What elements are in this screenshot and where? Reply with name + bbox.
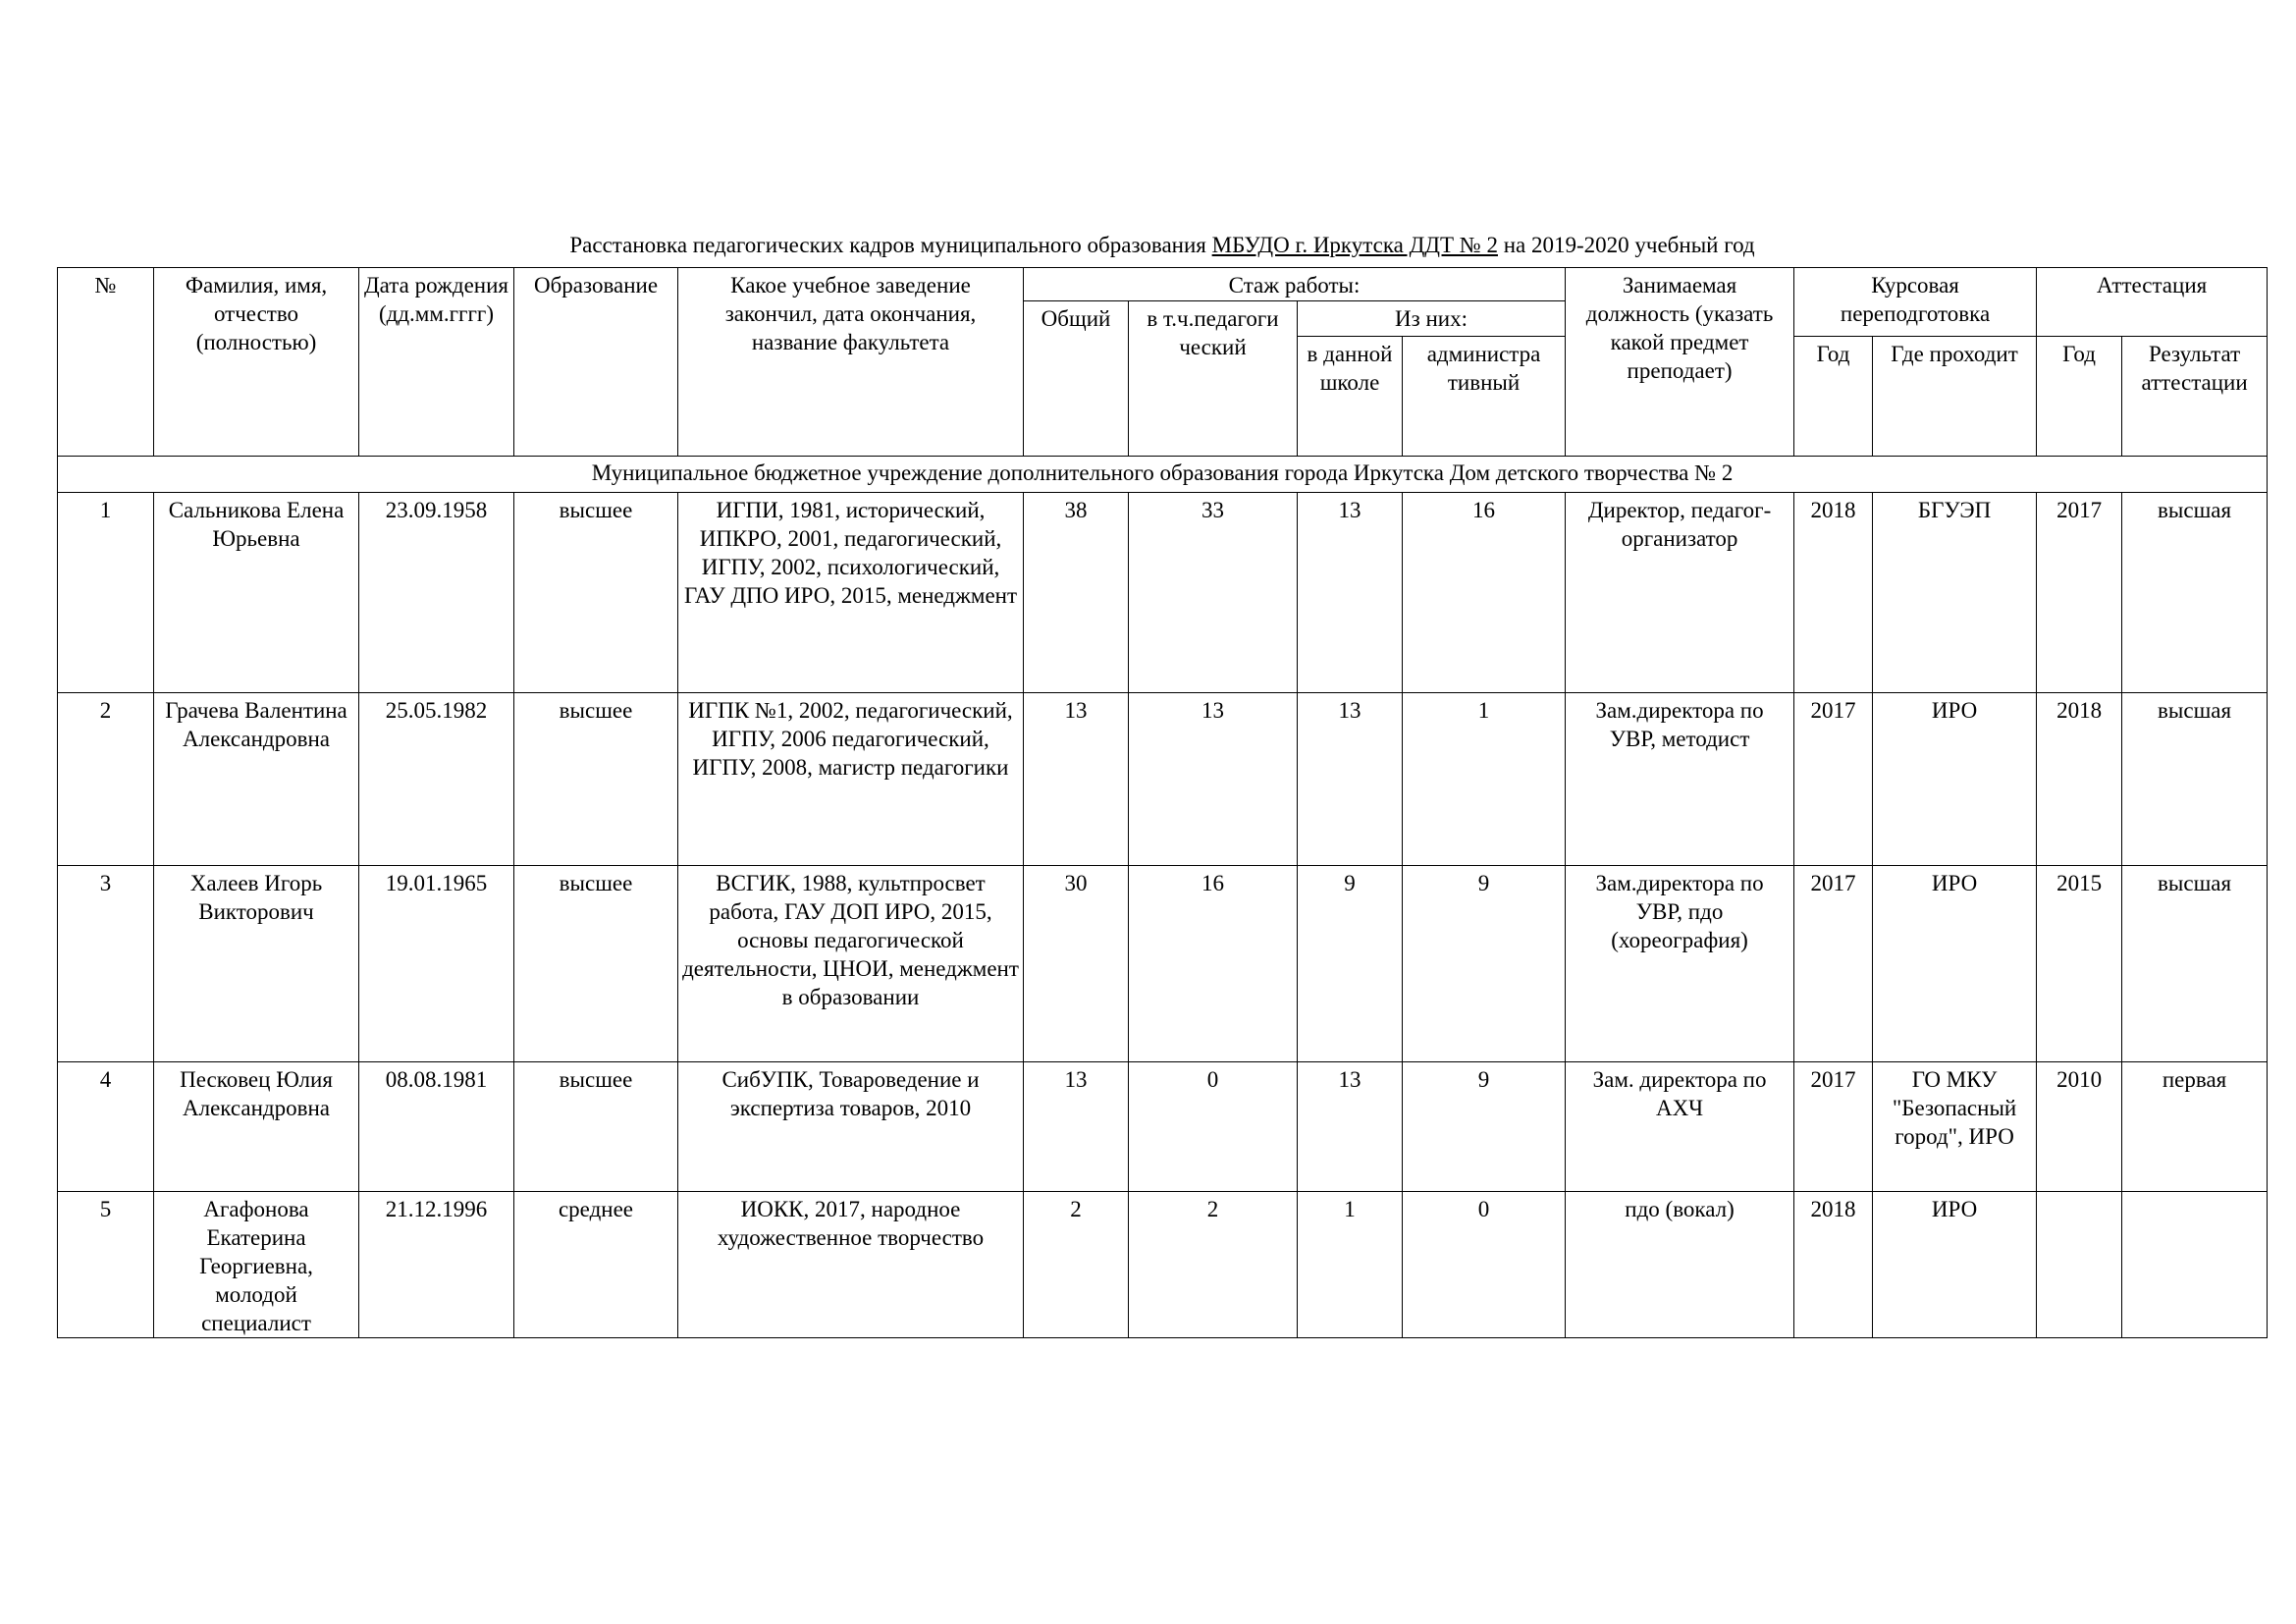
header-course-where: Где проходит — [1873, 337, 2037, 457]
cell-course-year: 2018 — [1794, 1192, 1873, 1338]
header-attestation: Аттестация — [2037, 268, 2268, 337]
cell-education: высшее — [514, 693, 678, 866]
cell-name: Сальникова Елена Юрьевна — [154, 493, 359, 693]
header-experience-total: Общий — [1024, 301, 1129, 457]
header-attestation-result: Результат аттестации — [2122, 337, 2268, 457]
cell-attestation-result: высшая — [2122, 493, 2268, 693]
cell-position: пдо (вокал) — [1566, 1192, 1794, 1338]
cell-attestation-year: 2015 — [2037, 866, 2122, 1062]
cell-experience-total: 38 — [1024, 493, 1129, 693]
cell-experience-pedagogical: 16 — [1129, 866, 1298, 1062]
cell-birth-date: 25.05.1982 — [359, 693, 514, 866]
cell-experience-pedagogical: 33 — [1129, 493, 1298, 693]
cell-position: Зам.директора по УВР, пдо (хореография) — [1566, 866, 1794, 1062]
cell-course-year: 2017 — [1794, 866, 1873, 1062]
header-experience-admin: администра тивный — [1403, 337, 1566, 457]
cell-attestation-result: высшая — [2122, 693, 2268, 866]
cell-experience-pedagogical: 13 — [1129, 693, 1298, 866]
cell-experience-total: 2 — [1024, 1192, 1129, 1338]
cell-num: 2 — [58, 693, 154, 866]
cell-position: Зам. директора по АХЧ — [1566, 1062, 1794, 1192]
cell-course-where: ГО МКУ "Безопасный город", ИРО — [1873, 1062, 2037, 1192]
cell-attestation-result: высшая — [2122, 866, 2268, 1062]
section-title: Муниципальное бюджетное учреждение дополнительного образования города Иркутска Дом детского творчества № 2 — [58, 457, 2268, 493]
title-prefix: Расстановка педагогических кадров муниципального образования — [569, 233, 1212, 257]
cell-num: 3 — [58, 866, 154, 1062]
cell-institution: ИГПК №1, 2002, педагогический, ИГПУ, 2006 педагогический, ИГПУ, 2008, магистр педагогики — [678, 693, 1024, 866]
document-title — [57, 232, 2268, 259]
cell-course-where: БГУЭП — [1873, 493, 2037, 693]
cell-position: Директор, педагог-организатор — [1566, 493, 1794, 693]
cell-num: 4 — [58, 1062, 154, 1192]
cell-birth-date: 19.01.1965 — [359, 866, 514, 1062]
header-birth-date: Дата рождения (дд.мм.гггг) — [359, 268, 514, 457]
header-courses: Курсовая переподготовка — [1794, 268, 2037, 337]
cell-experience-school: 13 — [1298, 493, 1403, 693]
cell-course-year: 2017 — [1794, 1062, 1873, 1192]
cell-name: Агафонова Екатерина Георгиевна, молодой специалист — [154, 1192, 359, 1338]
cell-experience-school: 9 — [1298, 866, 1403, 1062]
cell-num: 1 — [58, 493, 154, 693]
header-position: Занимаемая должность (указать какой предмет преподает) — [1566, 268, 1794, 457]
cell-education: высшее — [514, 1062, 678, 1192]
cell-num: 5 — [58, 1192, 154, 1338]
cell-education: высшее — [514, 866, 678, 1062]
header-name: Фамилия, имя, отчество (полностью) — [154, 268, 359, 457]
header-attestation-year: Год — [2037, 337, 2122, 457]
cell-birth-date: 23.09.1958 — [359, 493, 514, 693]
cell-name: Халеев Игорь Викторович — [154, 866, 359, 1062]
cell-institution: ИГПИ, 1981, исторический, ИПКРО, 2001, педагогический, ИГПУ, 2002, психологический, ГАУ ДПО ИРО, 2015, менеджмент — [678, 493, 1024, 693]
title-suffix: на 2019-2020 учебный год — [1497, 233, 1755, 257]
cell-experience-total: 13 — [1024, 1062, 1129, 1192]
table-row — [58, 693, 2268, 866]
cell-attestation-year: 2010 — [2037, 1062, 2122, 1192]
cell-experience-pedagogical: 2 — [1129, 1192, 1298, 1338]
cell-experience-admin: 9 — [1403, 866, 1566, 1062]
header-education: Образование — [514, 268, 678, 457]
cell-experience-admin: 0 — [1403, 1192, 1566, 1338]
title-organization: МБУДО г. Иркутска ДДТ № 2 — [1211, 233, 1498, 257]
header-course-year: Год — [1794, 337, 1873, 457]
cell-experience-admin: 9 — [1403, 1062, 1566, 1192]
cell-experience-pedagogical: 0 — [1129, 1062, 1298, 1192]
cell-experience-school: 13 — [1298, 1062, 1403, 1192]
cell-attestation-year: 2018 — [2037, 693, 2122, 866]
cell-education: среднее — [514, 1192, 678, 1338]
cell-education: высшее — [514, 493, 678, 693]
cell-experience-school: 13 — [1298, 693, 1403, 866]
cell-institution: ВСГИК, 1988, культпросвет работа, ГАУ ДОП ИРО, 2015, основы педагогической деятельности, ЦНОИ, менеджмент в образовании — [678, 866, 1024, 1062]
header-num: № — [58, 268, 154, 457]
cell-experience-admin: 16 — [1403, 493, 1566, 693]
cell-name: Песковец Юлия Александровна — [154, 1062, 359, 1192]
table-row — [58, 866, 2268, 1062]
cell-institution: ИОКК, 2017, народное художественное творчество — [678, 1192, 1024, 1338]
header-experience: Стаж работы: — [1024, 268, 1566, 301]
cell-experience-admin: 1 — [1403, 693, 1566, 866]
cell-experience-total: 30 — [1024, 866, 1129, 1062]
table-row — [58, 493, 2268, 693]
cell-course-year: 2017 — [1794, 693, 1873, 866]
cell-birth-date: 21.12.1996 — [359, 1192, 514, 1338]
header-institution: Какое учебное заведение закончил, дата окончания, название факультета — [678, 268, 1024, 457]
header-of-them: Из них: — [1298, 301, 1566, 337]
cell-attestation-year — [2037, 1192, 2122, 1338]
cell-name: Грачева Валентина Александровна — [154, 693, 359, 866]
cell-position: Зам.директора по УВР, методист — [1566, 693, 1794, 866]
cell-attestation-result — [2122, 1192, 2268, 1338]
cell-course-year: 2018 — [1794, 493, 1873, 693]
header-experience-pedagogical: в т.ч.педагоги ческий — [1129, 301, 1298, 457]
table-row — [58, 1062, 2268, 1192]
cell-course-where: ИРО — [1873, 693, 2037, 866]
cell-attestation-result: первая — [2122, 1062, 2268, 1192]
header-experience-school: в данной школе — [1298, 337, 1403, 457]
cell-birth-date: 08.08.1981 — [359, 1062, 514, 1192]
cell-course-where: ИРО — [1873, 1192, 2037, 1338]
table-row — [58, 1192, 2268, 1338]
cell-experience-total: 13 — [1024, 693, 1129, 866]
cell-institution: СибУПК, Товароведение и экспертиза товаров, 2010 — [678, 1062, 1024, 1192]
cell-attestation-year: 2017 — [2037, 493, 2122, 693]
staff-table — [57, 267, 2268, 1338]
cell-experience-school: 1 — [1298, 1192, 1403, 1338]
cell-course-where: ИРО — [1873, 866, 2037, 1062]
